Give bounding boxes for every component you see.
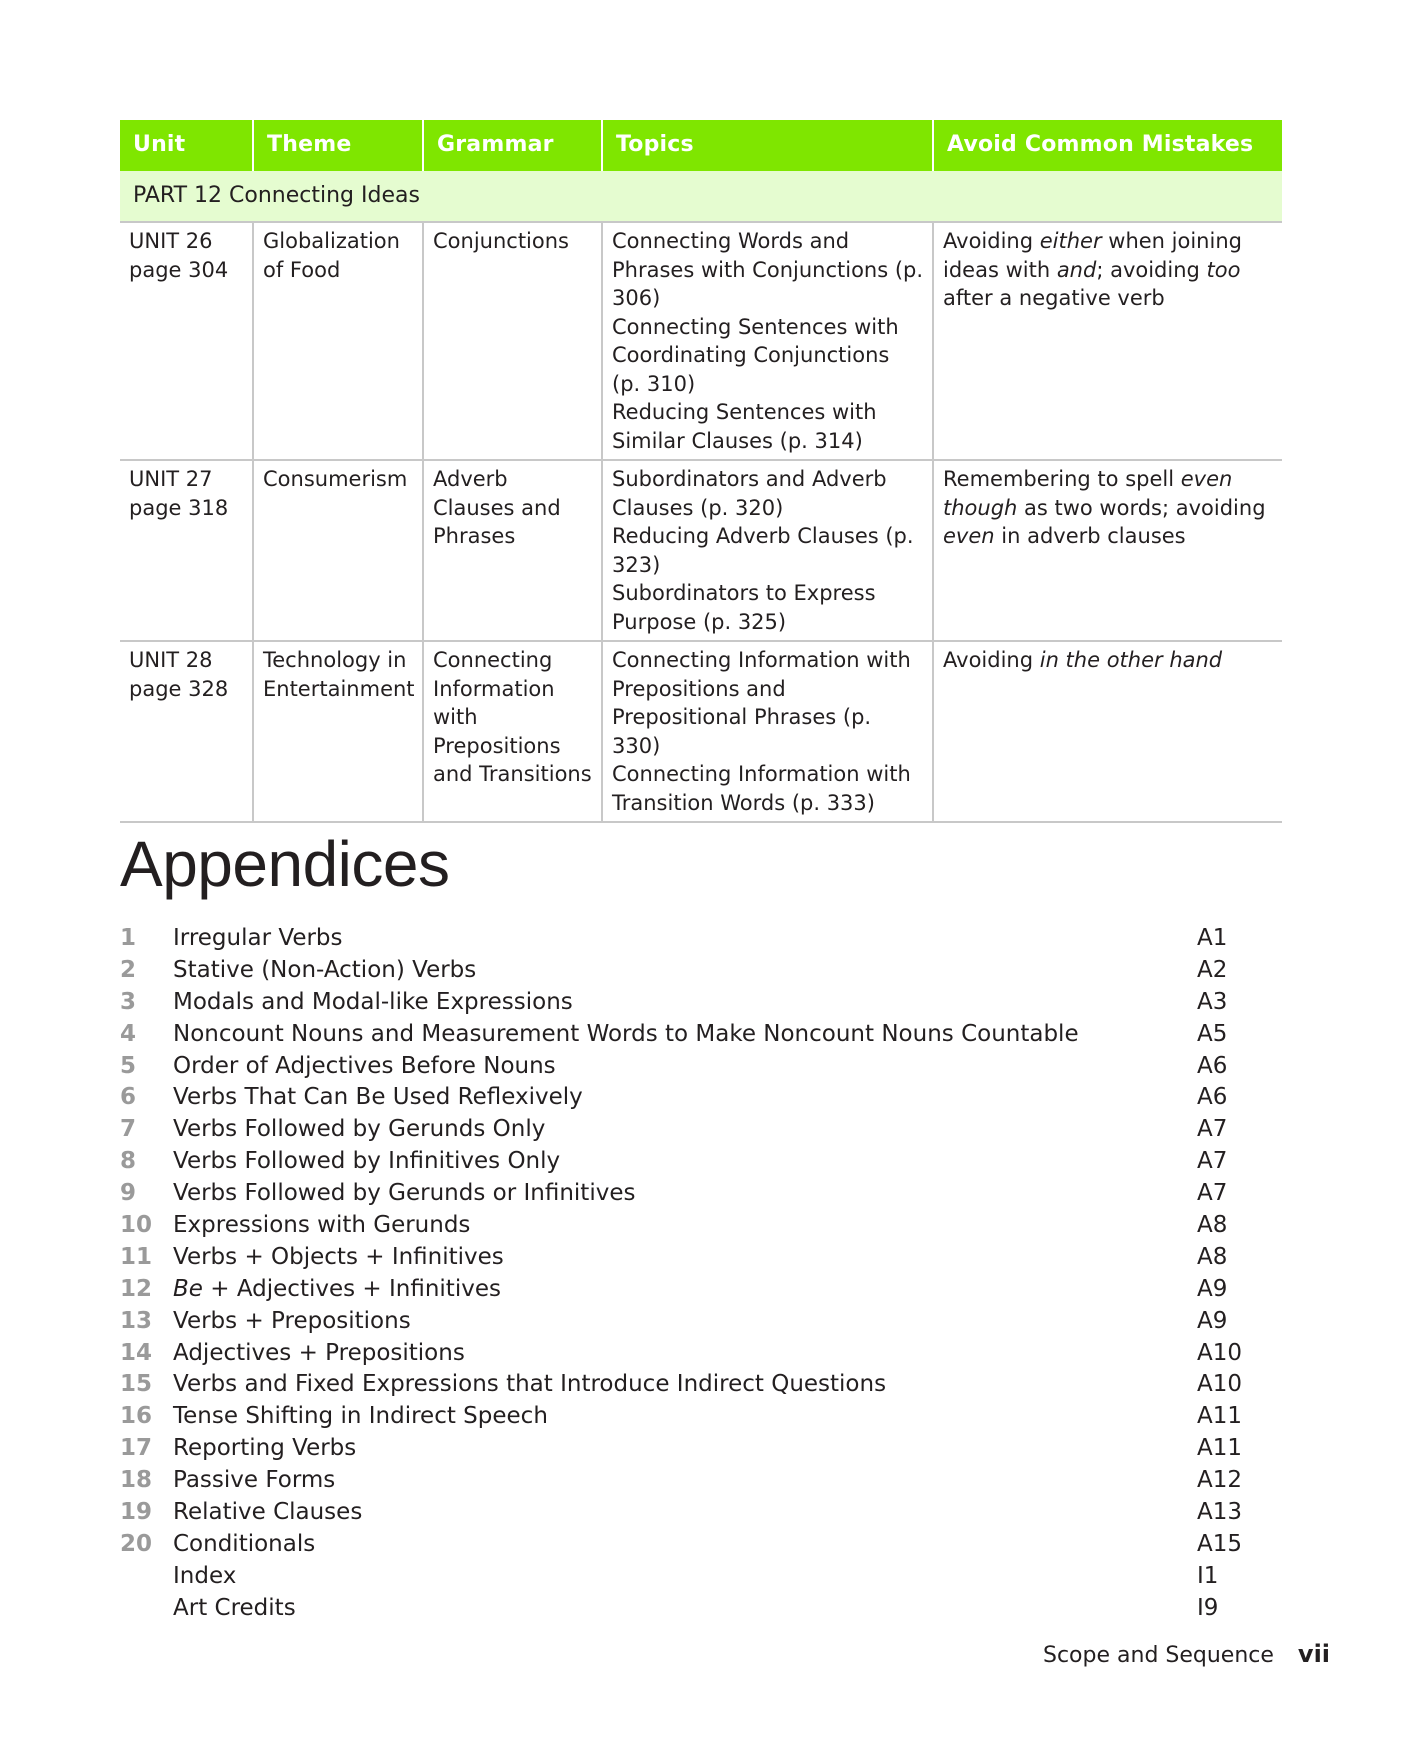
appendix-page: A2 [1197,956,1228,983]
appendix-item [120,1210,1240,1242]
appendix-title [173,1433,356,1465]
appendix-title-text: Order of Adjectives Before Nouns [173,1052,556,1079]
appendix-page: A11 [1197,1403,1243,1430]
appendix-item [120,1146,1240,1178]
page-number: vii [1297,1640,1331,1668]
appendix-number: 17 [120,1435,153,1462]
theme-cell: Consumerism [253,460,423,641]
appendix-title [173,1082,583,1114]
appendix-title-text: Relative Clauses [173,1499,363,1526]
appendix-title-text: Art Credits [173,1594,296,1621]
appendix-item [120,1114,1240,1146]
unit-cell [120,460,253,641]
appendix-item [120,1529,1243,1561]
appendix-page: A13 [1197,1499,1243,1526]
appendix-title [173,1210,470,1242]
appendix-item [120,987,1240,1019]
appendix-title [173,955,476,987]
topic-item: Reducing Sentences with Similar Clauses (p. 314) [612,400,877,453]
appendix-title-text: Expressions with Gerunds [173,1212,471,1239]
appendix-item [120,1369,1243,1401]
appendix-title-text: + Adjectives + Infinitives [202,1275,501,1302]
appendix-title-text: Verbs + Prepositions [173,1307,411,1334]
appendices-list [120,923,1243,1625]
appendix-item [120,1593,1240,1625]
mistake-text: in adverb clauses [994,524,1186,548]
appendix-title-italic: Be [173,1275,203,1302]
appendix-number: 6 [120,1084,137,1111]
appendix-item [120,1178,1240,1210]
appendix-page: A9 [1197,1275,1228,1302]
appendix-title [173,1369,886,1401]
appendix-title-text: Modals and Modal-like Expressions [173,988,573,1015]
appendix-number: 18 [120,1467,153,1494]
appendix-title-text: Verbs and Fixed Expressions that Introduce Indirect Questions [173,1371,887,1398]
page-footer [1043,1640,1330,1668]
appendix-page: A15 [1197,1530,1243,1557]
unit-cell [120,222,253,460]
scope-table [120,120,1282,823]
appendix-title [173,1178,635,1210]
appendix-number: 13 [120,1307,153,1334]
appendix-title-text: Conditionals [173,1530,316,1557]
unit-label: UNIT 27 [129,467,213,491]
appendix-title-text: Verbs Followed by Gerunds Only [173,1116,546,1143]
appendix-page: A8 [1197,1212,1228,1239]
unit-label: UNIT 28 [129,648,213,672]
mistake-text: Avoiding [943,229,1040,253]
appendix-number: 4 [120,1020,137,1047]
appendix-title-text: Adjectives + Prepositions [173,1339,465,1366]
appendix-number: 2 [120,956,137,983]
appendix-number: 20 [120,1530,153,1557]
appendix-title-text: Verbs Followed by Infinitives Only [173,1148,561,1175]
appendix-title [173,987,573,1019]
appendix-number: 15 [120,1371,153,1398]
unit-page: page 328 [129,676,229,701]
appendix-number: 16 [120,1403,153,1430]
footer-section-title: Scope and Sequence [1043,1643,1274,1668]
topics-cell [602,222,933,460]
appendix-item [120,1306,1240,1338]
appendix-item [120,955,1240,987]
mistake-text: after a negative verb [943,286,1165,310]
appendix-title-text: Irregular Verbs [173,925,343,951]
mistake-italic-term: in the other hand [1039,648,1223,672]
grammar-cell: Connecting Information with Prepositions and Transitions [423,641,602,822]
grammar-cell: Conjunctions [423,222,602,460]
appendix-title [173,1306,411,1338]
appendix-title-text: Verbs Followed by Gerunds or Infinitives [173,1180,636,1207]
appendix-number: 14 [120,1339,153,1366]
appendix-item [120,1433,1243,1465]
appendix-page: A10 [1197,1371,1243,1398]
theme-cell: Globalization of Food [253,222,423,460]
mistake-italic-term: and [1056,257,1097,282]
appendix-title-text: Verbs + Objects + Infinitives [173,1243,504,1270]
mistake-text: when joining ideas with [943,229,1242,282]
topic-item: Connecting Words and Phrases with Conjunctions (p. 306) [612,229,924,310]
mistakes-cell [933,460,1282,641]
appendix-page: A8 [1197,1243,1228,1270]
appendix-title [173,1593,296,1625]
header-unit: Unit [120,120,253,171]
appendix-title [173,1401,548,1433]
appendix-title-text: Noncount Nouns and Measurement Words to Make Noncount Nouns Countable [173,1020,1079,1047]
topics-cell [602,641,933,822]
appendix-item [120,1242,1240,1274]
appendix-item [120,1274,1240,1306]
unit-cell [120,641,253,822]
appendix-page: A1 [1197,925,1228,951]
header-theme: Theme [253,120,423,171]
appendix-item [120,1401,1243,1433]
topic-item: Reducing Adverb Clauses (p. 323) [612,524,914,577]
appendix-item [120,1019,1240,1051]
unit-page: page 318 [129,495,229,520]
header-avoid-mistakes: Avoid Common Mistakes [933,120,1282,171]
appendix-title [173,1019,1079,1051]
header-topics: Topics [602,120,933,171]
appendix-title [173,1497,362,1529]
appendix-number: 5 [120,1052,137,1079]
mistake-text: ; avoiding [1096,257,1207,282]
appendix-item [120,1082,1240,1114]
appendix-title [173,1338,465,1370]
table-row [120,641,1282,822]
mistake-text: as two words; avoiding [1017,495,1266,520]
appendix-number: 1 [120,925,137,951]
topic-item: Connecting Information with Transition Words (p. 333) [612,762,911,815]
topic-item: Subordinators and Adverb Clauses (p. 320) [612,467,887,520]
header-grammar: Grammar [423,120,602,171]
appendix-page: A9 [1197,1307,1228,1334]
mistakes-cell [933,641,1282,822]
table-row [120,460,1282,641]
topic-item: Connecting Information with Prepositions and Prepositional Phrases (p. 330) [612,648,911,758]
topic-item: Subordinators to Express Purpose (p. 325) [612,581,876,634]
appendix-title-text: Stative (Non-Action) Verbs [173,956,477,983]
appendix-page: A6 [1197,1052,1228,1079]
appendix-title-text: Index [173,1562,237,1589]
topic-item: Connecting Sentences with Coordinating Conjunctions (p. 310) [612,314,899,396]
appendix-page: A7 [1197,1148,1228,1175]
mistake-italic-term: either [1039,229,1102,253]
part-band [120,171,1282,222]
appendix-number: 9 [120,1180,137,1207]
appendix-page: A5 [1197,1020,1228,1047]
mistake-italic-term: even though [943,467,1233,520]
scope-sequence-section [120,120,1282,823]
appendix-item [120,1465,1243,1497]
appendix-item [120,1561,1240,1593]
appendix-number: 19 [120,1499,153,1526]
appendix-title [173,923,343,955]
appendix-item [120,923,1240,955]
mistake-italic-term: even [943,524,995,548]
table-row [120,222,1282,460]
appendix-page: I9 [1197,1594,1219,1621]
appendix-page: A6 [1197,1084,1228,1111]
appendix-page: A11 [1197,1435,1243,1462]
part-label: PART 12 Connecting Ideas [120,171,1282,222]
appendix-title [173,1242,504,1274]
unit-label: UNIT 26 [129,229,213,253]
appendix-title [173,1051,556,1083]
appendix-title [173,1146,560,1178]
appendix-page: A7 [1197,1116,1228,1143]
mistake-text: Remembering to spell [943,467,1181,491]
appendix-page: A3 [1197,988,1228,1015]
appendix-title [173,1465,335,1497]
appendix-title-text: Tense Shifting in Indirect Speech [173,1403,548,1430]
appendix-title [173,1114,545,1146]
mistake-text: Avoiding [943,648,1040,672]
appendix-title-text: Passive Forms [173,1467,336,1494]
appendix-number: 3 [120,988,137,1015]
appendix-number: 11 [120,1243,153,1270]
appendix-number: 8 [120,1148,137,1175]
appendix-page: I1 [1197,1562,1219,1589]
appendix-page: A12 [1197,1467,1243,1494]
appendix-item [120,1497,1243,1529]
appendix-title [173,1561,236,1593]
appendix-page: A7 [1197,1180,1228,1207]
topics-cell [602,460,933,641]
appendix-title-text: Reporting Verbs [173,1435,357,1462]
appendix-item [120,1338,1243,1370]
appendices-heading: Appendices [120,828,450,900]
appendix-number: 10 [120,1212,153,1239]
mistake-italic-term: too [1206,257,1241,282]
grammar-cell: Adverb Clauses and Phrases [423,460,602,641]
mistakes-cell [933,222,1282,460]
theme-cell: Technology in Entertainment [253,641,423,822]
appendix-title [173,1274,501,1306]
appendix-number: 12 [120,1275,153,1302]
appendix-page: A10 [1197,1339,1243,1366]
unit-page: page 304 [129,257,229,282]
appendix-title [173,1529,315,1561]
appendix-title-text: Verbs That Can Be Used Reflexively [173,1084,583,1111]
appendix-number: 7 [120,1116,137,1143]
table-header-row [120,120,1282,171]
appendix-item [120,1051,1240,1083]
